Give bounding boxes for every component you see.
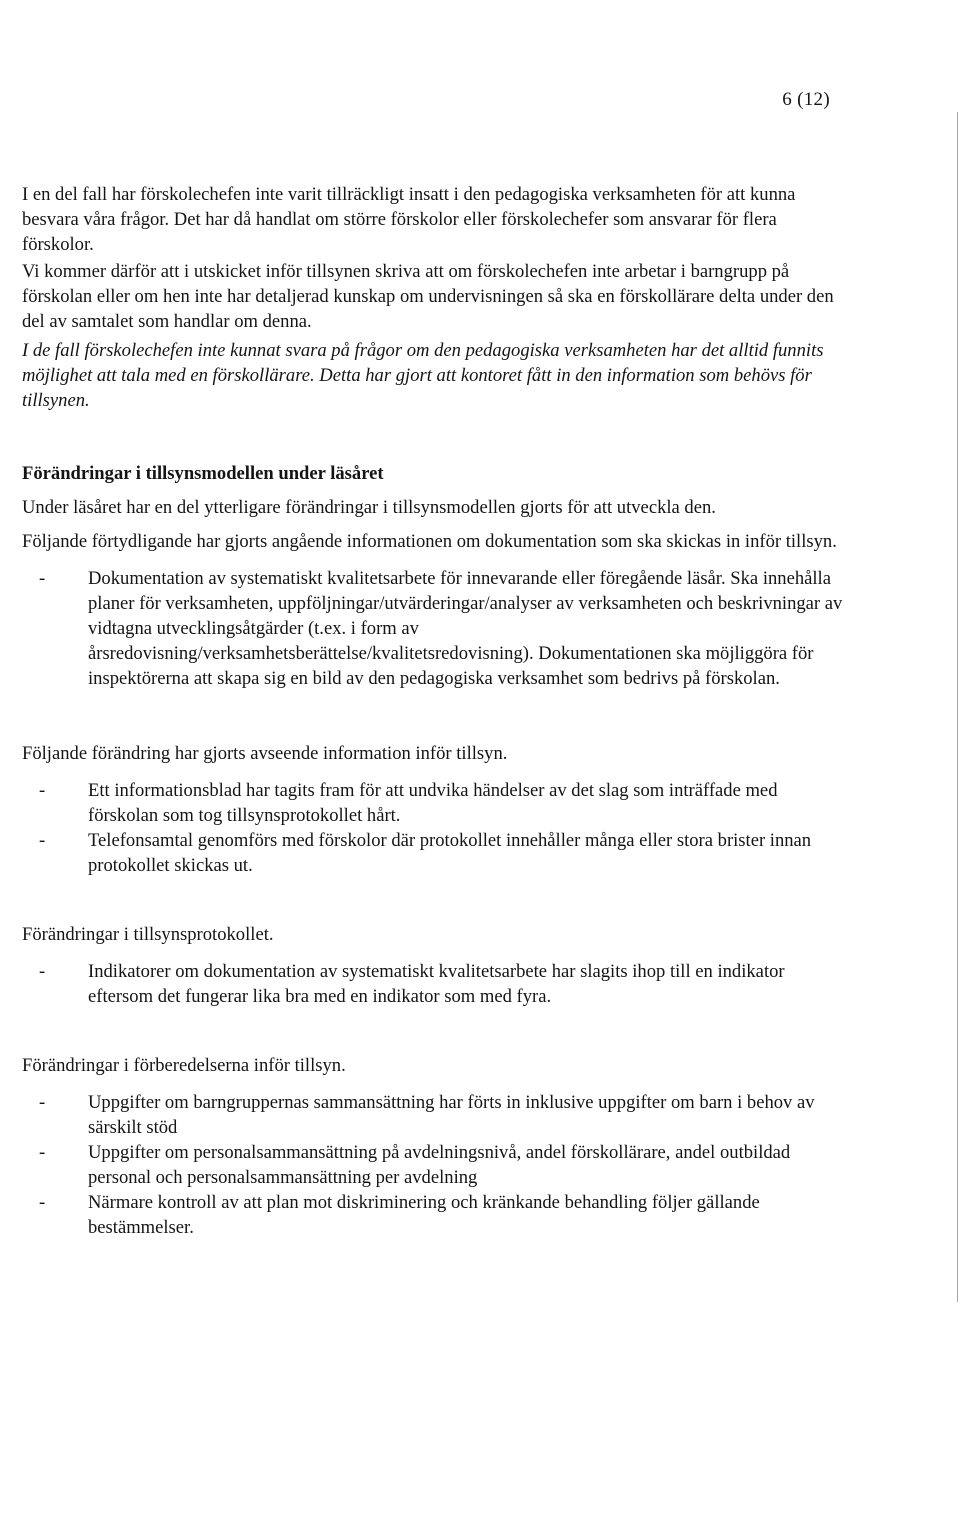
list-dash: - xyxy=(39,1142,46,1163)
documentation-clarification: Följande förtydligande har gjorts angående informationen om dokumentation som ska skickas in inför tillsyn. xyxy=(22,531,837,552)
list-dash: - xyxy=(39,1092,46,1113)
list-item-text: Dokumentation av systematiskt kvalitetsarbete för innevarande eller föregående läsår. Ska innehålla planer för verksamheten, uppföljningar/utvärderingar/analyser av verksamheten och beskrivningar av vidtagna utvecklingsåtgärder (t.ex. i form av årsredovisning/verksamhetsberättelse/kvalitetsredovisning). Dokumentationen ska möjliggöra för inspektörerna att skapa sig en bild av den pedagogiska verksamhet som bedrivs på förskolan. xyxy=(88,568,843,689)
list-item-text: Uppgifter om barngruppernas sammansättning har förts in inklusive uppgifter om barn i behov av särskilt stöd xyxy=(88,1092,815,1138)
paragraph-italic-note: I de fall förskolechefen inte kunnat svara på frågor om den pedagogiska verksamheten har det alltid funnits möjlighet att tala med en förskollärare. Detta har gjort att kontoret fått in den information som behövs för tillsynen. xyxy=(22,340,824,411)
list-item-text: Närmare kontroll av att plan mot diskriminering och kränkande behandling följer gällande bestämmelser. xyxy=(88,1192,760,1238)
list-dash: - xyxy=(39,1192,46,1213)
list-dash: - xyxy=(39,780,46,801)
list-item xyxy=(22,959,852,1009)
list-dash: - xyxy=(39,830,46,851)
page-edge-rule xyxy=(957,112,958,1302)
protocol-change-label: Förändringar i tillsynsprotokollet. xyxy=(22,924,274,945)
list-item xyxy=(22,1090,852,1140)
protocol-change-list xyxy=(22,959,852,1009)
list-item-text: Uppgifter om personalsammansättning på avdelningsnivå, andel förskollärare, andel outbildad personal och personalsammansättning per avdelning xyxy=(88,1142,791,1188)
documentation-list xyxy=(22,566,852,691)
list-item-text: Telefonsamtal genomförs med förskolor där protokollet innehåller många eller stora brister innan protokollet skickas ut. xyxy=(88,830,812,876)
section-heading: Förändringar i tillsynsmodellen under läsåret xyxy=(22,463,384,484)
information-change-list xyxy=(22,778,852,878)
list-item xyxy=(22,1190,852,1240)
preparation-change-list xyxy=(22,1090,852,1240)
list-item xyxy=(22,566,852,691)
list-item xyxy=(22,778,852,828)
preparation-change-label: Förändringar i förberedelserna inför tillsyn. xyxy=(22,1055,346,1076)
list-dash: - xyxy=(39,568,46,589)
list-item-text: Ett informationsblad har tagits fram för att undvika händelser av det slag som inträffade med förskolan som tog tillsynsprotokollet hårt. xyxy=(88,780,778,826)
list-item xyxy=(22,1140,852,1190)
paragraph-mailing-change: Vi kommer därför att i utskicket inför tillsynen skriva att om förskolechefen inte arbetar i barngrupp på förskolan eller om hen inte har detaljerad kunskap om undervisningen så ska en förskollärare delta under den del av samtalet som handlar om denna. xyxy=(22,261,834,332)
section-intro: Under läsåret har en del ytterligare förändringar i tillsynsmodellen gjorts för att utveckla den. xyxy=(22,497,716,518)
information-change-label: Följande förändring har gjorts avseende information inför tillsyn. xyxy=(22,743,508,764)
list-dash: - xyxy=(39,961,46,982)
document-body xyxy=(22,182,852,1240)
paragraph-principal-insight: I en del fall har förskolechefen inte varit tillräckligt insatt i den pedagogiska verksamheten för att kunna besvara våra frågor. Det har då handlat om större förskolor eller förskolechefer som ansvarar för flera förskolor. xyxy=(22,184,796,255)
list-item-text: Indikatorer om dokumentation av systematiskt kvalitetsarbete har slagits ihop till en indikator eftersom det fungerar lika bra med en indikator som med fyra. xyxy=(88,961,785,1007)
list-item xyxy=(22,828,852,878)
page-number: 6 (12) xyxy=(782,89,830,110)
